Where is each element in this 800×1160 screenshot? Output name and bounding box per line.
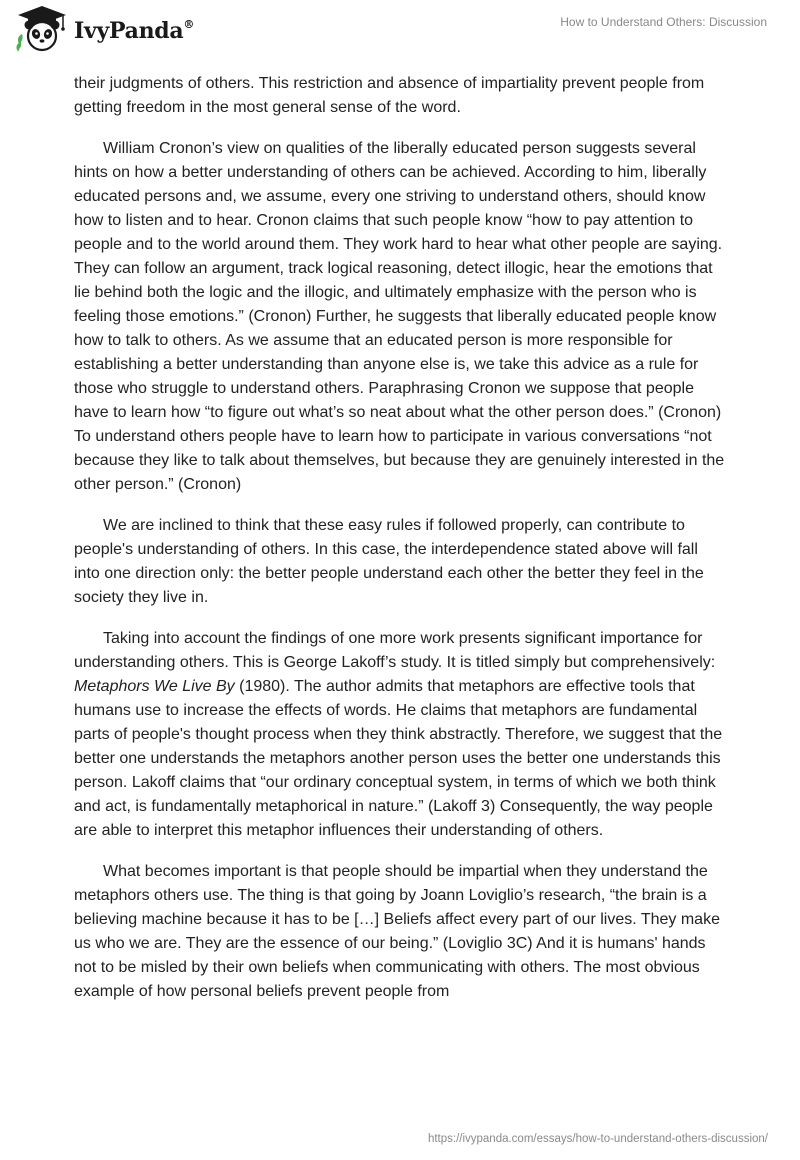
essay-body [74, 72, 728, 1021]
paragraph-easy-rules: We are inclined to think that these easy rules if followed properly, can contribute to people's understanding of others. In this case, the interdependence stated above will fall into one direction only: the better people understand each other the better they feel in the society they live in. [74, 517, 704, 606]
registered-mark: ® [183, 17, 195, 31]
paragraph-lakoff [74, 627, 728, 843]
brand-name: IvyPanda® [74, 17, 195, 44]
panda-graduation-cap-icon [14, 4, 70, 59]
paragraph-lakoff-before: Taking into account the findings of one more work presents significant importance for understanding others. This is George Lakoff’s study. It is titled simply but comprehensively: [74, 630, 716, 671]
page-header [0, 0, 800, 66]
source-url-link[interactable]: https://ivypanda.com/essays/how-to-understand-others-discussion/ [427, 1133, 768, 1145]
brand-logo[interactable] [14, 6, 194, 56]
document-title: How to Understand Others: Discussion [560, 15, 767, 29]
paragraph-continuation: their judgments of others. This restriction and absence of impartiality prevent people from getting freedom in the most general sense of the word. [74, 75, 705, 116]
book-title: Metaphors We Live By [74, 678, 235, 695]
paragraph-cronon: William Cronon’s view on qualities of the liberally educated person suggests several hints on how a better understanding of others can be achieved. According to him, liberally educated persons and, we assume, every one striving to understand others, should know how to listen and to hear. Cronon claims that such people know “how to pay attention to people and to the world around them. They work hard to hear what other people are saying. They can follow an argument, track logical reasoning, detect illogic, hear the emotions that lie behind both the logic and the illogic, and ultimately emphasize with the person who is feeling those emotions.” (Cronon) Further, he suggests that liberally educated people know how to talk to others. As we assume that an educated person is more responsible for establishing a better understanding than anyone else is, we take this advice as a rule for those who struggle to understand others. Paraphrasing Cronon we suppose that people have to learn how “to figure out what’s so neat about what the other person does.” (Cronon) To understand others people have to learn how to participate in various conversations “not because they like to talk about themselves, but because they are genuinely interested in the other person.” (Cronon) [74, 140, 725, 493]
paragraph-lakoff-after: (1980). The author admits that metaphors are effective tools that humans use to increase the effects of words. He claims that metaphors are fundamental parts of people's thought process when they think abstractly. Therefore, we suggest that the better one understands the metaphors another person uses the better one understands this person. Lakoff claims that “our ordinary conceptual system, in terms of which we both think and act, is fundamentally metaphorical in nature.” (Lakoff 3) Consequently, the way people are able to interpret this metaphor influences their understanding of others. [74, 678, 723, 839]
paragraph-loviglio: What becomes important is that people should be impartial when they understand the metaphors others use. The thing is that going by Joann Loviglio’s research, “the brain is a believing machine because it has to be […] Beliefs affect every part of our lives. They make us who we are. They are the essence of our being.” (Loviglio 3C) And it is humans' hands not to be misled by their own beliefs when communicating with others. The most obvious example of how personal beliefs prevent people from [74, 863, 720, 1000]
